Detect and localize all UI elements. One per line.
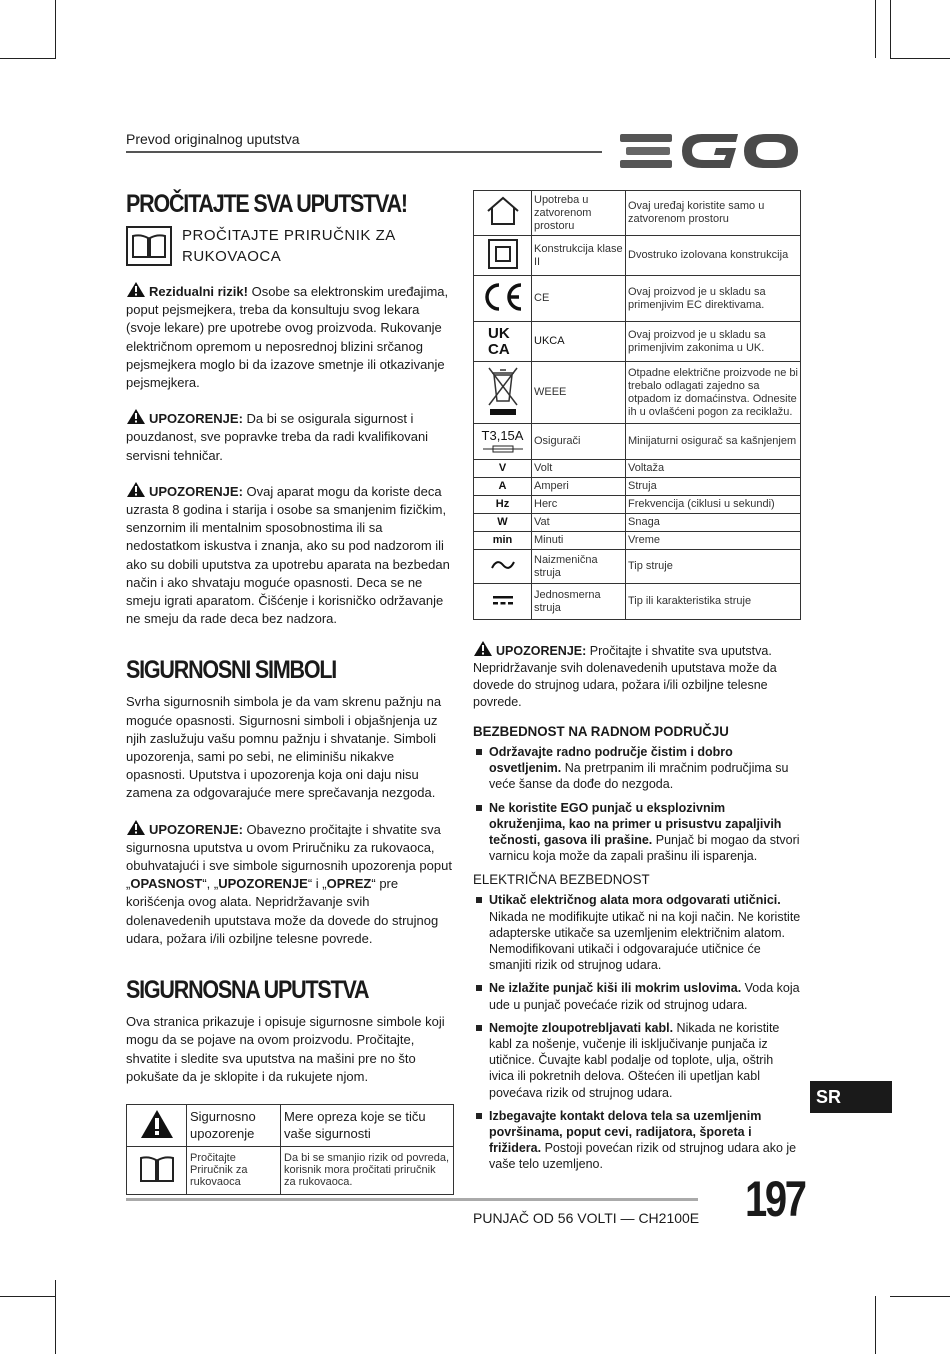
- symbol-name: Vat: [532, 514, 626, 532]
- symbol-name: Volt: [532, 460, 626, 478]
- symbol-name: Herc: [532, 496, 626, 514]
- list-item: [473, 1108, 801, 1173]
- symbol-desc: Otpadne električne proizvode ne bi trebalo odlagati zajedno sa otpadom iz domaćinstva. Odnesite ih u ovlašćeni pogon za reciklažu.: [626, 362, 801, 424]
- symbol-name: Jednosmerna struja: [532, 584, 626, 620]
- table-row: [474, 514, 801, 532]
- symbols-table: [473, 190, 801, 620]
- list-item-bold: Nemojte zloupotrebljavati kabl.: [489, 1020, 674, 1035]
- page-number: 197: [745, 1171, 805, 1227]
- header-rule: [126, 151, 602, 153]
- read-manual-title: PROČITAJTE PRIRUČNIK ZA RUKOVAOCA: [182, 227, 395, 265]
- list-item-text: Postoji povećan rizik od strujnog udara ako je vaše telo uzemljeno.: [489, 1141, 797, 1172]
- symbol-name: Konstrukcija klase II: [532, 236, 626, 276]
- list-item: [473, 800, 801, 865]
- table-row: [127, 1146, 454, 1194]
- warning-read-all-text: Pročitajte i shvatite sva uputstva. Nepridržavanje svih dolenavedenih uputstava može da dovede do strujnog udara, požara i/ili ozbiljne telesne povrede.: [473, 644, 777, 709]
- work-area-list: [473, 744, 801, 864]
- ego-logo: [618, 130, 800, 172]
- crop-mark: [875, 0, 876, 58]
- house-icon: [485, 196, 521, 226]
- list-item: [473, 980, 801, 1012]
- crop-mark: [890, 58, 950, 59]
- crop-mark: [890, 0, 891, 58]
- symbol-desc: Ovaj proizvod je u skladu sa primenjivim EC direktivama.: [626, 276, 801, 322]
- list-item: [473, 744, 801, 793]
- crop-mark: [875, 1296, 876, 1354]
- warning-icon: [126, 819, 146, 836]
- symbol-desc: Frekvencija (ciklusi u sekundi): [626, 496, 801, 514]
- symbol-desc: Minijaturni osigurač sa kašnjenjem: [626, 424, 801, 460]
- symbol-name: Pročitajte Priručnik za rukovaoca: [187, 1146, 281, 1194]
- warning-icon: [126, 281, 146, 298]
- heading-electrical-safety: ELEKTRIČNA BEZBEDNOST: [473, 871, 650, 888]
- symbol-desc: Struja: [626, 478, 801, 496]
- symbol-name: Upotreba u zatvorenom prostoru: [532, 191, 626, 236]
- residual-risk-paragraph: [126, 281, 456, 392]
- header-title: Prevod originalnog uputstva: [126, 131, 300, 147]
- warning-icon: [126, 481, 146, 498]
- table-row: [474, 424, 801, 460]
- warning-children-text: Ovaj aparat mogu da koriste deca uzrasta 8 godina i starija i osobe sa smanjenim fizičkim, senzornim ili mentalnim sposobnostima ili sa nedostatkom iskustva i znanja, ako su pod nadzorom ili ako su dobili uputstva za upotrebu aparata na bezbedan način i ako shvataju moguće opasnosti. Deca se ne smeju igrati aparatom. Čišćenje i korisničko održavanje ne smeju da rade deca bez nadzora.: [126, 483, 450, 627]
- symbol-name: Minuti: [532, 532, 626, 550]
- list-item-text: Punjač bi mogao da stvori varnicu koja može da zapali prašinu ili isparenja.: [489, 833, 800, 864]
- footer-rule: [126, 1198, 698, 1201]
- warning-label: UPOZORENJE:: [149, 483, 243, 499]
- crop-mark: [0, 1296, 56, 1297]
- table-row: [474, 460, 801, 478]
- quote-separator: “ i „: [307, 876, 327, 892]
- table-row: [474, 550, 801, 584]
- symbol-desc: Snaga: [626, 514, 801, 532]
- list-item-bold: Ne koristite EGO punjač u eksplozivnim okruženjima, kao na primer u prisustvu zapaljivih tečnosti, gasova ili prašine.: [489, 800, 782, 848]
- list-item-text: Voda koja ude u punjač povećaće rizik od strujnog udara.: [489, 981, 800, 1012]
- list-item-bold: Ne izlažite punjač kiši ili mokrim uslovima.: [489, 981, 742, 996]
- symbol-name: CE: [532, 276, 626, 322]
- symbol-name: Naizmenična struja: [532, 550, 626, 584]
- electrical-safety-list: [473, 892, 801, 1172]
- table-row: [474, 584, 801, 620]
- table-row: [474, 478, 801, 496]
- warning-label: UPOZORENJE:: [149, 411, 243, 427]
- symbol-cell: [474, 362, 532, 424]
- residual-risk-label: Rezidualni rizik!: [149, 284, 248, 299]
- read-manual-icon: [126, 226, 172, 266]
- warning-icon: [126, 408, 146, 425]
- quote-separator: “, „: [202, 876, 219, 892]
- list-item-bold: Izbegavajte kontakt delova tela sa uzemljenim površinama, poput cevi, radijatora, šporeta i frižidera.: [489, 1108, 762, 1156]
- symbol-cell: [127, 1104, 187, 1146]
- list-item-text: Na pretrpanim ili mračnim područjima su veće šanse da dođe do nezgoda.: [489, 761, 789, 792]
- table-row: [474, 191, 801, 236]
- symbol-desc: Ovaj uređaj koristite samo u zatvorenom prostoru: [626, 191, 801, 236]
- caution-word: OPREZ: [326, 876, 372, 892]
- unit-symbol: A: [474, 478, 532, 496]
- warning-children-paragraph: [126, 481, 456, 629]
- svg-text:UK: UK: [487, 324, 510, 342]
- warning-label: UPOZORENJE:: [149, 821, 243, 837]
- warning-read-all-paragraph: [473, 640, 801, 711]
- weee-icon: [486, 365, 520, 417]
- table-row: [474, 276, 801, 322]
- fuse-rating: T3,15A: [481, 427, 524, 443]
- heading-safety-symbols: SIGURNOSNI SIMBOLI: [126, 656, 337, 685]
- symbol-name: Sigurnosno upozorenje: [187, 1104, 281, 1146]
- warning-word: UPOZORENJE: [218, 876, 308, 892]
- crop-mark: [55, 1280, 56, 1354]
- warning-read-paragraph: [126, 819, 456, 948]
- crop-mark: [55, 0, 56, 58]
- table-row: [474, 362, 801, 424]
- class2-icon: [487, 238, 519, 270]
- ac-icon: [490, 558, 516, 572]
- warning-label: UPOZORENJE:: [496, 644, 587, 658]
- crop-mark: [0, 58, 56, 59]
- symbol-cell: [127, 1146, 187, 1194]
- symbol-cell: [474, 191, 532, 236]
- warning-read-text-end: “ pre korišćenja ovog alata. Nepridržavanje svih dolenavedenih uputstava može da dovede do strujnog udara, požara i/ili ozbiljne telesne povrede.: [126, 876, 439, 946]
- warning-icon: [473, 640, 493, 657]
- warning-repair-text: Da bi se osigurala sigurnost i pouzdanost, sve popravke treba da radi kvalifikovani servisni tehničar.: [126, 411, 429, 463]
- table-row: [474, 532, 801, 550]
- left-column: [126, 190, 456, 1195]
- footer-product: PUNJAČ OD 56 VOLTI — CH2100E: [473, 1210, 700, 1226]
- list-item-bold: Održavajte radno područje čistim i dobro osvetljenim.: [489, 745, 733, 776]
- table-row: [474, 496, 801, 514]
- safety-symbol-table: [126, 1104, 454, 1195]
- symbol-name: Amperi: [532, 478, 626, 496]
- list-item-text: Nikada ne koristite kabl za nošenje, vučenje ili isključivanje punjača iz utičnice. Čuvajte kabl podalje od toplote, ulja, oštrih ivica ili pokretnih delova. Oštećen ili upetljan kabl povećava rizik od strujnog udara.: [489, 1020, 780, 1100]
- symbol-cell: [474, 276, 532, 322]
- symbol-name: WEEE: [532, 362, 626, 424]
- book-icon: [138, 1154, 176, 1184]
- symbol-desc: Mere opreza koje se tiču vaše sigurnosti: [281, 1104, 454, 1146]
- right-column: [473, 190, 801, 1180]
- symbol-desc: Voltaža: [626, 460, 801, 478]
- list-item: [473, 1020, 801, 1101]
- unit-symbol: V: [474, 460, 532, 478]
- list-item-bold: Utikač električnog alata mora odgovarati utičnici.: [489, 893, 781, 908]
- symbol-name: Osigurači: [532, 424, 626, 460]
- warning-repair-paragraph: [126, 408, 456, 465]
- read-manual-row: [126, 225, 456, 267]
- symbol-cell: [474, 236, 532, 276]
- symbol-cell: [474, 550, 532, 584]
- language-tab: SR: [810, 1081, 892, 1113]
- symbol-desc: Tip struje: [626, 550, 801, 584]
- heading-safety-instructions: SIGURNOSNA UPUTSTVA: [126, 976, 369, 1005]
- symbol-desc: Tip ili karakteristika struje: [626, 584, 801, 620]
- table-row: [127, 1104, 454, 1146]
- symbol-desc: Vreme: [626, 532, 801, 550]
- symbol-desc: Da bi se smanjio rizik od povreda, korisnik mora pročitati priručnik za rukovaoca.: [281, 1146, 454, 1194]
- unit-symbol: W: [474, 514, 532, 532]
- ukca-icon: [486, 324, 520, 356]
- heading-read-all: PROČITAJTE SVA UPUTSTVA!: [126, 190, 407, 218]
- unit-symbol: min: [474, 532, 532, 550]
- symbol-desc: Ovaj proizvod je u skladu sa primenjivim zakonima u UK.: [626, 322, 801, 362]
- warning-read-text: Obavezno pročitajte i shvatite sva sigurnosna uputstva u ovom Priručniku za rukovaoca, obuhvatajući i sve simbole sigurnosnih upozorenja poput „: [126, 821, 452, 892]
- table-row: [474, 236, 801, 276]
- fuse-icon: [483, 445, 523, 453]
- symbol-cell: [474, 322, 532, 362]
- heading-work-area: BEZBEDNOST NA RADNOM PODRUČJU: [473, 723, 729, 739]
- svg-text:CA: CA: [487, 340, 510, 356]
- danger-word: OPASNOST: [130, 876, 203, 892]
- symbol-name: UKCA: [532, 322, 626, 362]
- symbol-cell: [474, 584, 532, 620]
- crop-mark: [890, 1296, 950, 1297]
- instructions-intro-paragraph: Ova stranica prikazuje i opisuje sigurnosne simbole koji mogu da se pojave na ovom proizvodu. Pročitajte, shvatite i sledite sva uputstva na mašini pre no što pokušate da je sklopite i da rukujete njom.: [126, 1014, 445, 1084]
- ce-icon: [481, 281, 525, 313]
- safety-alert-icon: [139, 1108, 175, 1140]
- dc-icon: [491, 593, 515, 607]
- residual-risk-text: Osobe sa elektronskim uređajima, poput pejsmejkera, treba da konsultuju svog lekara (svoje lekare) pre upotrebe ovog proizvoda. Rukovanje električnom opremom u neposrednoj blizini srčanog pejsmejkera moglo bi da izazove smetnje ili otkazivanje pejsmejkera.: [126, 284, 449, 391]
- symbol-cell: [474, 424, 532, 460]
- list-item-text: Nikada ne modifikujte utikač ni na koji način. Ne koristite adapterske utikače sa uzemljenim električnim alatom. Nemodifikovani utikači i odgovarajuće utičnice će smanjiti rizik od strujnog udara.: [489, 909, 801, 973]
- symbol-desc: Dvostruko izolovana konstrukcija: [626, 236, 801, 276]
- list-item: [473, 892, 801, 973]
- table-row: [474, 322, 801, 362]
- symbols-intro-paragraph: Svrha sigurnosnih simbola je da vam skrenu pažnju na moguće opasnosti. Sigurnosni simboli i objašnjenja uz njih zaslužuju vašu pomnu pažnju i shvatanje. Simboli upozorenja, sami po sebi, ne eliminišu nikakve opasnosti. Uputstva i upozorenja koja oni daju nisu zamena za odgovarajuće mere sprečavanja nezgoda.: [126, 694, 442, 801]
- unit-symbol: Hz: [474, 496, 532, 514]
